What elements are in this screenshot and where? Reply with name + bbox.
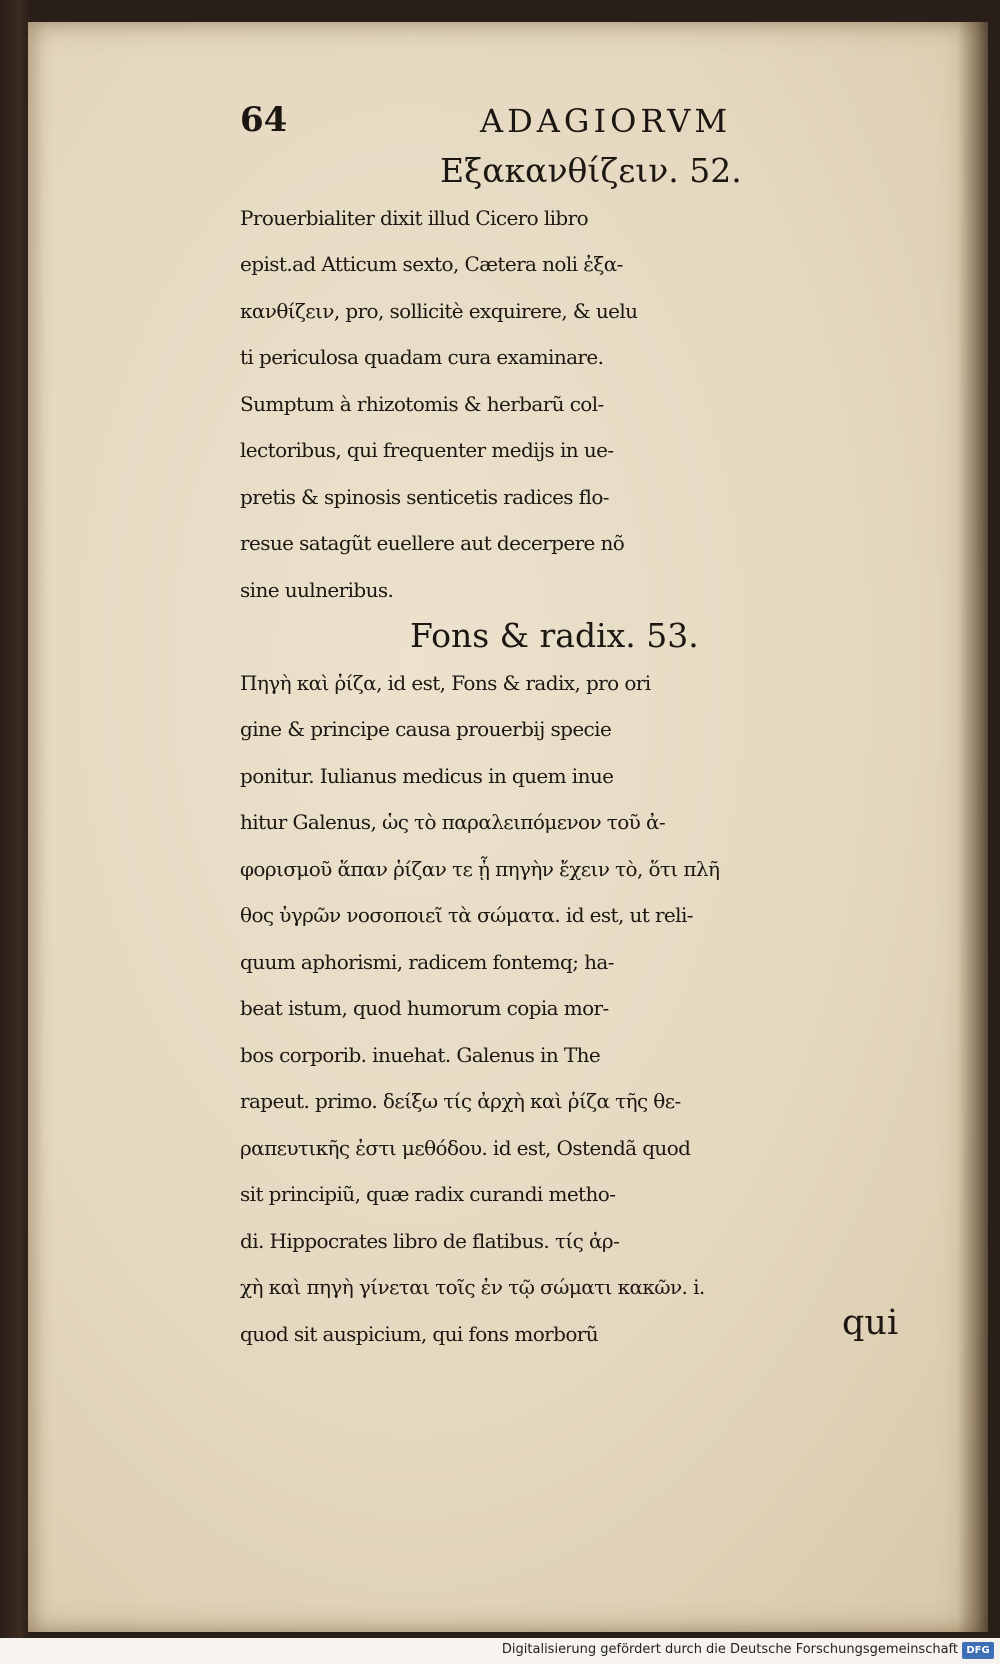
adage-title: Fons & radix. 53. — [410, 616, 699, 655]
text-line: lectoribus, qui frequenter medijs in ue- — [240, 438, 614, 462]
text-line: gine & principe causa prouerbij specie — [240, 717, 612, 741]
dfg-logo: DFG — [962, 1642, 994, 1659]
text-line: quum aphorismi, radicem fontemq; ha- — [240, 949, 614, 974]
text-line: rapeut. primo. δείξω τίς ἀρχὴ καὶ ῥίζα τῆς θε- — [240, 1089, 681, 1113]
running-head: ADAGIORVM — [480, 102, 732, 140]
text-line: ti periculosa quadam cura examinare. — [240, 345, 604, 369]
text-line: Prouerbialiter dixit illud Cicero libro — [240, 205, 589, 230]
text-line: epist.ad Atticum sexto, Cætera noli ἐξα- — [240, 252, 623, 276]
text-line: ραπευτικῆς ἐστι μεθόδου. id est, Ostendã quod — [240, 1135, 691, 1160]
text-line: di. Hippocrates libro de flatibus. τίς ἀρ- — [240, 1228, 620, 1253]
text-line: Πηγὴ καὶ ῥίζα, id est, Fons & radix, pro ori — [240, 670, 651, 695]
footer-bar — [0, 1638, 1000, 1664]
text-line: sine uulneribus. — [240, 577, 394, 602]
text-line: κανθίζειν, pro, sollicitè exquirere, & uelu — [240, 298, 638, 323]
page-number: 64 — [240, 100, 288, 140]
catchword: qui — [842, 1303, 899, 1343]
text-line: ponitur. Iulianus medicus in quem inue — [240, 763, 614, 788]
body-text — [240, 148, 940, 1357]
footer-credit: Digitalisierung gefördert durch die Deutsche Forschungsgemeinschaft — [501, 1642, 958, 1657]
text-line: χὴ καὶ πηγὴ γίνεται τοῖς ἐν τῷ σώματι κακῶν. i. — [240, 1275, 705, 1299]
text-line: hitur Galenus, ὡς τὸ παραλειπόμενον τοῦ ἀ- — [240, 810, 666, 834]
adage-title: Εξακανθίζειν. 52. — [440, 151, 742, 190]
text-line: sit principiũ, quæ radix curandi metho- — [240, 1182, 616, 1206]
page-gutter-shadow — [958, 22, 988, 1632]
text-line: pretis & spinosis senticetis radices flo- — [240, 484, 609, 509]
page-header — [240, 100, 760, 140]
text-line: quod sit auspicium, qui fons morborũ — [240, 1321, 598, 1346]
text-line: Sumptum à rhizotomis & herbarũ col- — [240, 391, 604, 416]
text-line: resue satagũt euellere aut decerpere nõ — [240, 531, 625, 555]
text-line: bos corporib. inuehat. Galenus in The — [240, 1042, 601, 1067]
text-line: θος ὑγρῶν νοσοποιεῖ τὰ σώματα. id est, ut reli- — [240, 903, 693, 927]
text-line: φορισμοῦ ἅπαν ῥίζαν τε ᾗ πηγὴν ἔχειν τὸ, ὅτι πλῆ — [240, 856, 720, 881]
text-line: beat istum, quod humorum copia mor- — [240, 996, 609, 1020]
